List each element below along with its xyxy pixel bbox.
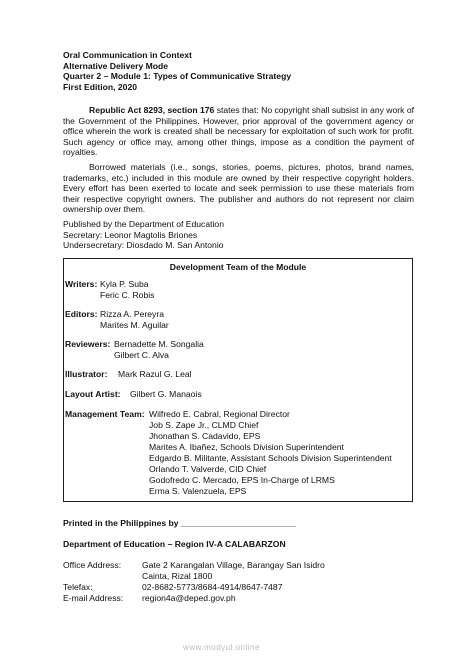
development-team-box [63, 258, 413, 502]
writer-name: Kyla P. Suba [100, 279, 149, 289]
borrowed-paragraph [63, 162, 414, 215]
management-member: Erma S. Valenzuela, EPS [149, 486, 247, 496]
management-member: Orlando T. Valverde, CID Chief [149, 464, 267, 474]
email-label: E-mail Address: [63, 593, 124, 603]
development-team-title: Development Team of the Module [169, 262, 307, 272]
management-member: Marites A. Ibañez, Schools Division Superintendent [149, 442, 344, 452]
management-member: Jhonathan S. Cadavido, EPS [149, 431, 261, 441]
editor-name: Rizza A. Pereyra [100, 309, 164, 319]
secretary-line: Secretary: Leonor Magtolis Briones [63, 229, 198, 240]
copyright-text: states that: No copyright shall subsist in any work of the Government of the Philippines. However, prior approval of the government agency or office wherein the work is created shall be necessary for exploitation of such work for profit. Such agency or office may, among other things, impose as a condition the payment of royalties. [63, 105, 414, 158]
layout-artist-name: Gilbert G. Manaois [130, 389, 202, 399]
email-value: region4a@deped.gov.ph [142, 593, 236, 603]
office-address-line: Cainta, Rizal 1800 [142, 571, 213, 581]
copyright-law: Republic Act 8293, section 176 [89, 105, 215, 115]
reviewer-name: Gilbert C. Alva [114, 350, 169, 360]
illustrator-label: Illustrator: [65, 369, 108, 379]
module-header [63, 50, 423, 92]
management-member: Wilfredo E. Cabral, Regional Director [149, 409, 290, 419]
module-title: Quarter 2 – Module 1: Types of Communicative Strategy [63, 71, 292, 82]
watermark: www.modyul.online [183, 643, 260, 652]
reviewer-name: Bernadette M. Songalia [114, 339, 204, 349]
copyright-paragraph [63, 105, 414, 158]
telefax-label: Telefax: [63, 582, 93, 592]
management-member: Godofredo C. Mercado, EPS In-Charge of LRMS [149, 475, 335, 485]
telefax-value: 02-8682-5773/8684-4914/8647-7487 [142, 582, 283, 592]
subject-title: Oral Communication in Context [63, 50, 192, 60]
publisher-info [63, 219, 423, 251]
writer-name: Feric C. Robis [100, 290, 155, 300]
printed-by-line: Printed in the Philippines by ________________________ [63, 518, 296, 528]
editors-label: Editors: [65, 309, 98, 319]
delivery-mode: Alternative Delivery Mode [63, 60, 169, 71]
management-team-label: Management Team: [65, 409, 145, 419]
illustrator-name: Mark Razul G. Leal [118, 369, 192, 379]
undersecretary-line: Undersecretary: Diosdado M. San Antonio [63, 240, 224, 251]
borrowed-text: Borrowed materials (i.e., songs, stories, poems, pictures, photos, brand names, trademarks, etc.) included in this module are owned by their respective copyright holders. Every effort has been exerted to locate and seek permission to use these materials from their respective copyright owners. The publisher and authors do not represent nor claim ownership over them. [63, 162, 414, 215]
office-address-label: Office Address: [63, 560, 122, 570]
editor-name: Marites M. Aguilar [100, 320, 169, 330]
layout-artist-label: Layout Artist: [65, 389, 121, 399]
writers-label: Writers: [65, 279, 98, 289]
reviewers-label: Reviewers: [65, 339, 111, 349]
publisher-line: Published by the Department of Education [63, 219, 224, 229]
management-member: Job S. Zape Jr., CLMD Chief [149, 420, 259, 430]
management-member: Edgardo B. Militante, Assistant Schools Division Superintendent [149, 453, 392, 463]
edition: First Edition, 2020 [63, 81, 138, 92]
office-address-line: Gate 2 Karangalan Village, Barangay San Isidro [142, 560, 325, 570]
region-heading: Department of Education – Region IV-A CALABARZON [63, 539, 286, 549]
